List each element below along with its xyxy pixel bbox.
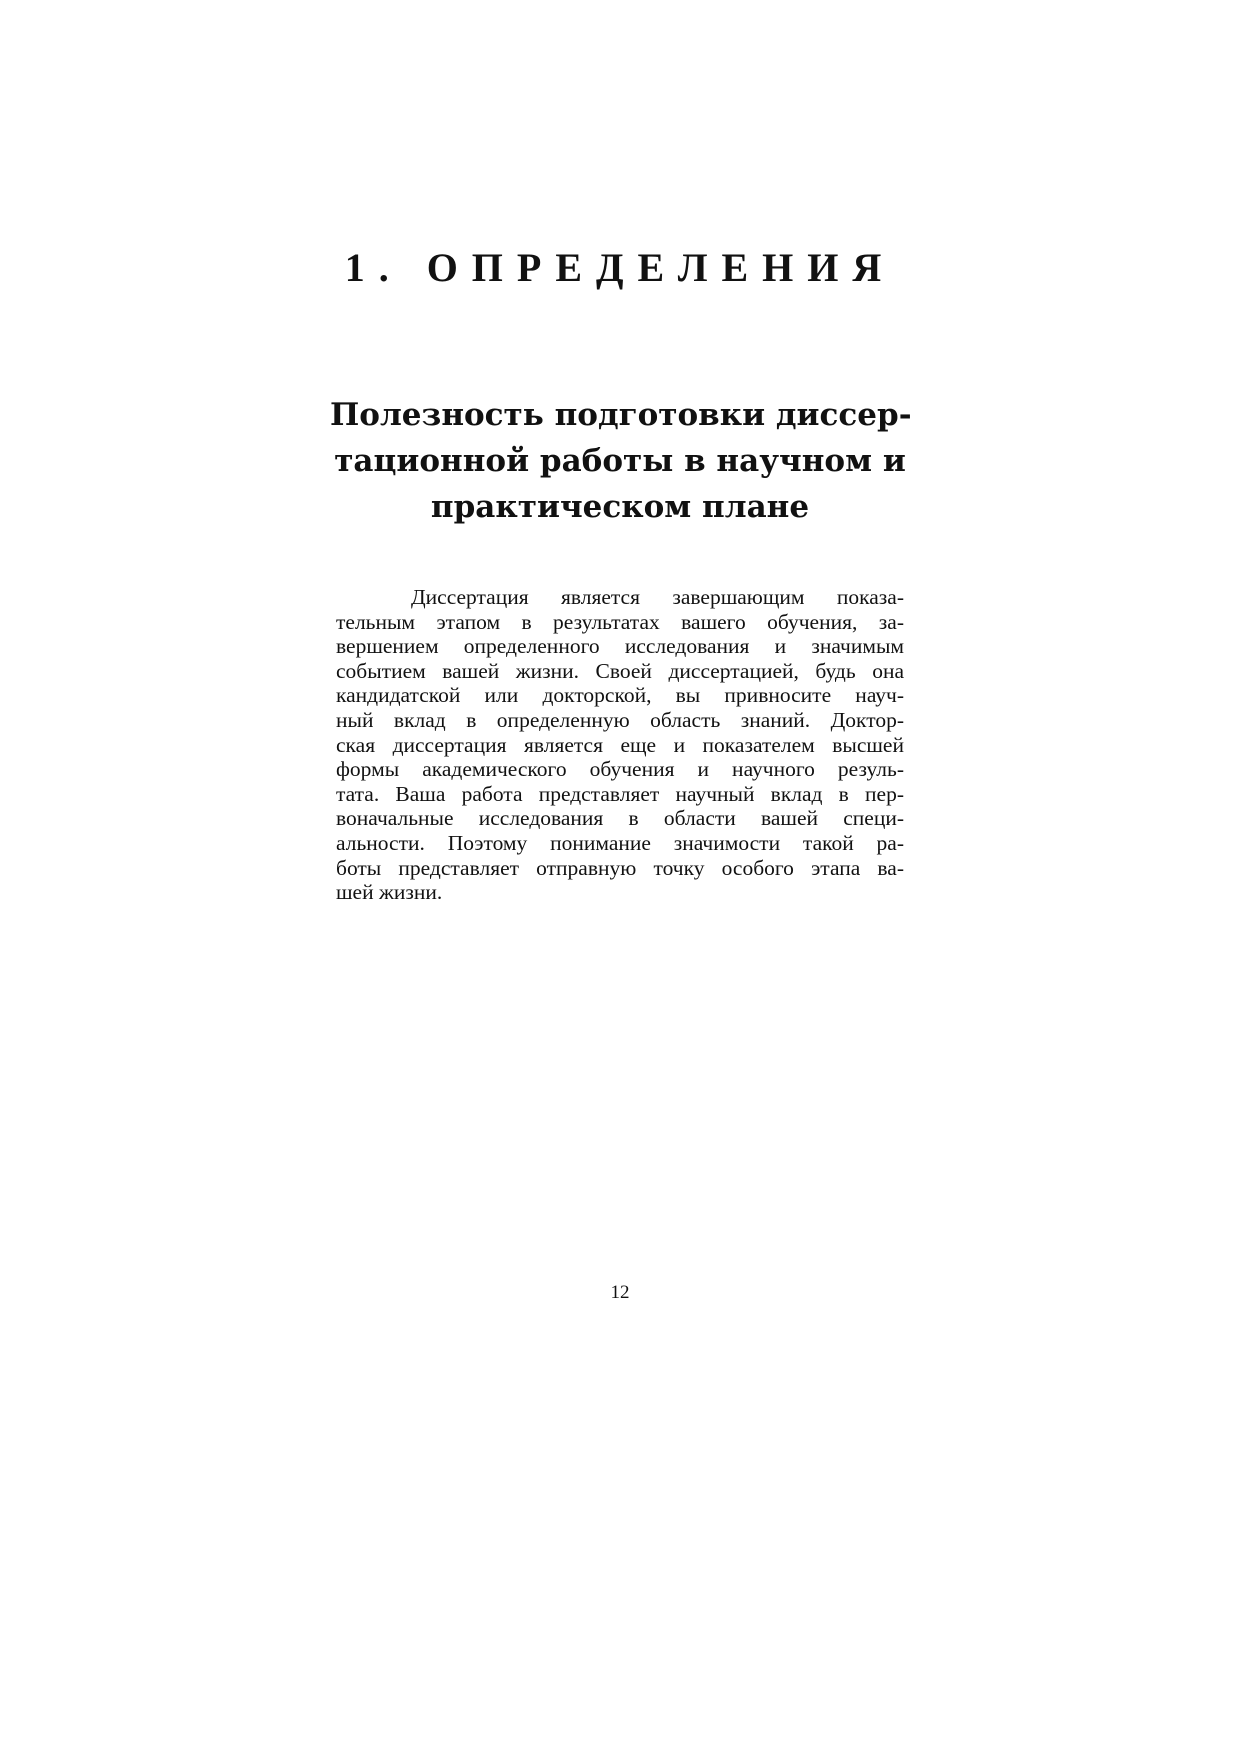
page-number: 12 — [610, 1282, 630, 1303]
section-title-line: практическом плане — [430, 489, 810, 525]
paragraph-line: боты представляет отправную точку особого этапа ва- — [336, 855, 904, 880]
paragraph-line: ская диссертация является еще и показателем высшей — [336, 732, 904, 757]
paragraph-line: вершением определенного исследования и значимым — [336, 634, 904, 659]
section-title — [330, 392, 910, 530]
chapter-title: 1. ОПРЕДЕЛЕНИЯ — [344, 245, 896, 290]
paragraph-line: ный вклад в определенную область знаний. Доктор- — [336, 707, 904, 732]
paragraph-line: формы академического обучения и научного резуль- — [336, 757, 904, 782]
paragraph-line: тата. Ваша работа представляет научный вклад в пер- — [336, 781, 904, 806]
paragraph-line: альности. Поэтому понимание значимости такой ра- — [336, 830, 904, 855]
paragraph-line: кандидатской или докторской, вы привносите науч- — [336, 683, 904, 708]
paragraph-line: Диссертация является завершающим показа- — [411, 585, 904, 609]
body-paragraph — [336, 585, 904, 905]
paragraph-line: событием вашей жизни. Своей диссертацией, будь она — [336, 658, 904, 683]
paragraph-line: воначальные исследования в области вашей специ- — [336, 806, 904, 831]
section-title-line: тационной работы в научном и — [334, 443, 906, 479]
paragraph-line: шей жизни. — [336, 880, 443, 905]
section-title-line: Полезность подготовки диссер- — [330, 397, 912, 433]
paragraph-line: тельным этапом в результатах вашего обучения, за- — [336, 609, 904, 634]
